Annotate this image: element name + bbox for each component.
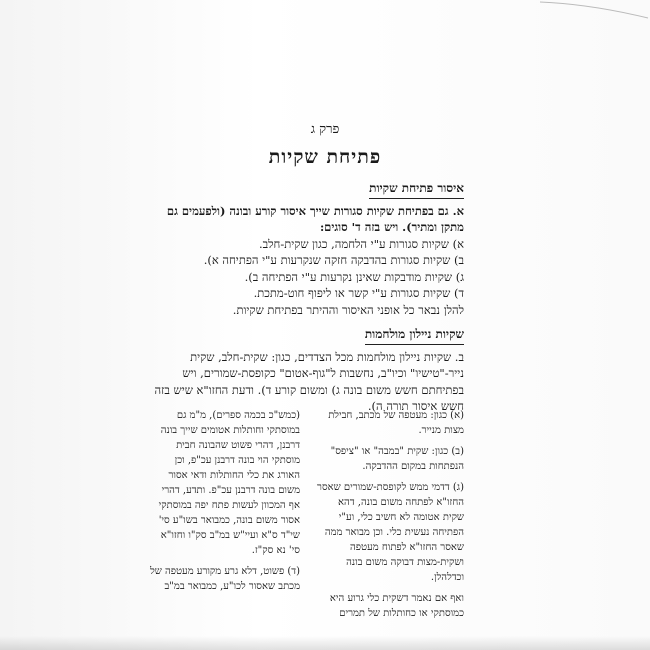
- footnotes-right-column: [314, 408, 464, 627]
- footnotes-left-column: [150, 408, 300, 600]
- footnote: (א) כגון: מעטפה של מכתב, חבילת מצות מנייר.: [328, 410, 464, 436]
- body-line: נייר-"טישיו" וכיו"ב, נחשבות ל"גוף-אטום" כקופסת-שמורים, ויש: [182, 366, 464, 380]
- chapter-title: פתיחת שקיות: [268, 146, 382, 168]
- list-item: ג) שקיות מודבקות שאינן נקרעות ע"י הפתיחה ב).: [244, 269, 464, 284]
- footnote: (ד) פשוט, דלא גרע מקורע מעטפה של מכתב שאסור לכו"ע, כמבואר במ"ב: [150, 566, 300, 592]
- section-heading: איסור פתיחת שקיות: [369, 180, 464, 199]
- list-item: ב) שקיות סגורות בהדבקה חזקה שנקרעות ע"י הפתיחה א).: [203, 253, 464, 267]
- body-line: חשש איסור תורה ה).: [367, 399, 464, 413]
- section-forbidden-opening: [154, 180, 464, 318]
- footnote: ואף אם נאמר דשקית כלי גרוע היא כמוסתקי או כחותלות של תמרים: [329, 593, 464, 619]
- section-welded-bags: [154, 326, 464, 415]
- chapter-number: פרק ג: [310, 122, 340, 137]
- intro-line: א. גם בפתיחת שקיות סגורות שייך איסור קורע ובונה (ולפעמים גם: [166, 203, 464, 218]
- footnote: (ב) כגון: שקית "במבה" או "ציפס" הנפתחות במקום ההדבקה.: [330, 446, 464, 472]
- footnote: (ג) דדמי ממש לקופסת-שמורים שאסר החזו"א לפתחה משום בונה, דהא שקית אטומה לא חשיב כלי, וע"י הפתיחה נעשית כלי. וכן מבואר ממה שאסר החזו"א לפתוח מעטפה ושקית-מצות דבוקה משום בונה וכדלהלן.: [317, 482, 464, 583]
- list-item: ד) שקיות סגורות ע"י קשר או ליפוף חוט-מתכת.: [253, 286, 464, 300]
- section-heading: שקיות ניילון מולחמות: [365, 326, 464, 345]
- body-line: ב. שקיות ניילון מולחמות מכל הצדדים, כגון: שקית-חלב, שקית: [190, 349, 464, 364]
- list-item: א) שקיות סגורות ע"י הלחמה, כגון שקית-חלב.: [258, 236, 464, 251]
- page-edge-curl: [530, 0, 650, 20]
- footnote: (כמש"כ בכמה ספרים), מ"מ גם במוסתקי וחותלות אטומים שייך בונה דרבנן, דהרי פשוט שהבונה חבית מוסתקי הוי בונה דרבנן עכ"פ, וכן האורג את כלי החותלות ודאי אסור משום בונה דרבנן עכ"פ. ותדע, דהרי אף המכוון לעשות פתח יפה במוסתקי אסור משום בונה, כמבואר בשו"ע סי' שי"ד ס"א ועיי"ש במ"ב סק"ו וחזו"א סי' נא סק"ז.: [158, 410, 300, 556]
- closing-line: להלן נבאר כל אופני האיסור וההיתר בפתיחת שקיות.: [232, 302, 464, 317]
- body-line: בפתיחתם חשש משום בונה ג) ומשום קורע ד). ודעת החזו"א שיש בזה: [154, 382, 464, 397]
- intro-line: מתקן ומתיר). ויש בזה ד' סוגים:: [319, 220, 464, 234]
- page-bottom-shadow: [0, 636, 650, 650]
